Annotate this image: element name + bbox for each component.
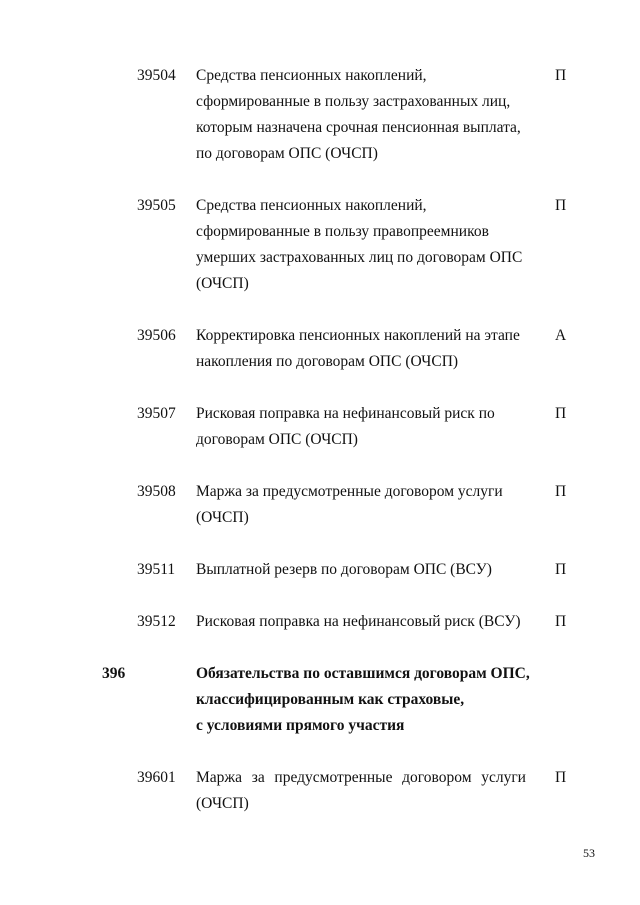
description-line: которым назначена срочная пенсионная выплата, bbox=[196, 119, 521, 136]
description-line: договорам ОПС (ОЧСП) bbox=[196, 431, 358, 448]
account-type: П bbox=[555, 67, 567, 84]
account-type: П bbox=[555, 197, 567, 214]
description-line: Корректировка пенсионных накоплений на этапе bbox=[196, 327, 520, 344]
account-description bbox=[196, 323, 526, 375]
description-word: за bbox=[251, 769, 265, 786]
account-code: 39505 bbox=[137, 197, 176, 214]
description-line: накопления по договорам ОПС (ОЧСП) bbox=[196, 353, 459, 370]
account-code: 39504 bbox=[137, 67, 176, 84]
page-number: 53 bbox=[583, 846, 595, 860]
description-line: (ОЧСП) bbox=[196, 275, 249, 292]
description-line: Рисковая поправка на нефинансовый риск (ВСУ) bbox=[196, 613, 521, 630]
account-type: П bbox=[555, 769, 567, 786]
account-code: 39512 bbox=[137, 613, 176, 630]
description-line: умерших застрахованных лиц по договорам ОПС bbox=[196, 249, 523, 266]
account-code: 39508 bbox=[137, 483, 176, 500]
account-description bbox=[196, 765, 526, 817]
section-title-line: с условиями прямого участия bbox=[196, 717, 405, 734]
account-type: П bbox=[555, 561, 567, 578]
account-type: А bbox=[555, 327, 567, 344]
description-line: Выплатной резерв по договорам ОПС (ВСУ) bbox=[196, 561, 492, 578]
account-code: 39507 bbox=[137, 405, 176, 422]
account-description bbox=[196, 401, 526, 453]
section-code: 396 bbox=[102, 665, 126, 682]
account-code: 39601 bbox=[137, 769, 176, 786]
section-title-line: классифицированным как страховые, bbox=[196, 691, 465, 708]
description-line: Средства пенсионных накоплений, bbox=[196, 197, 427, 214]
description-word: предусмотренные bbox=[274, 769, 393, 786]
description-word: договором bbox=[402, 769, 472, 786]
section-title-line: Обязательства по оставшимся договорам ОПС, bbox=[196, 665, 530, 682]
account-type: П bbox=[555, 613, 567, 630]
description-line: сформированные в пользу правопреемников bbox=[196, 223, 489, 240]
account-type: П bbox=[555, 483, 567, 500]
account-description bbox=[196, 479, 526, 531]
description-line bbox=[196, 765, 526, 791]
description-word: Маржа bbox=[196, 769, 243, 786]
description-line: Рисковая поправка на нефинансовый риск по bbox=[196, 405, 495, 422]
account-description bbox=[196, 63, 526, 167]
description-word: услуги bbox=[481, 769, 526, 786]
description-line: (ОЧСП) bbox=[196, 509, 249, 526]
description-line: Средства пенсионных накоплений, bbox=[196, 67, 427, 84]
account-type: П bbox=[555, 405, 567, 422]
description-line: (ОЧСП) bbox=[196, 795, 249, 812]
description-line: Маржа за предусмотренные договором услуги bbox=[196, 483, 503, 500]
description-line: по договорам ОПС (ОЧСП) bbox=[196, 145, 378, 162]
account-description bbox=[196, 193, 526, 297]
account-code: 39511 bbox=[137, 561, 176, 578]
section-title bbox=[196, 661, 536, 739]
account-description bbox=[196, 557, 526, 583]
account-code: 39506 bbox=[137, 327, 176, 344]
account-description bbox=[196, 609, 526, 635]
description-line: сформированные в пользу застрахованных лиц, bbox=[196, 93, 511, 110]
